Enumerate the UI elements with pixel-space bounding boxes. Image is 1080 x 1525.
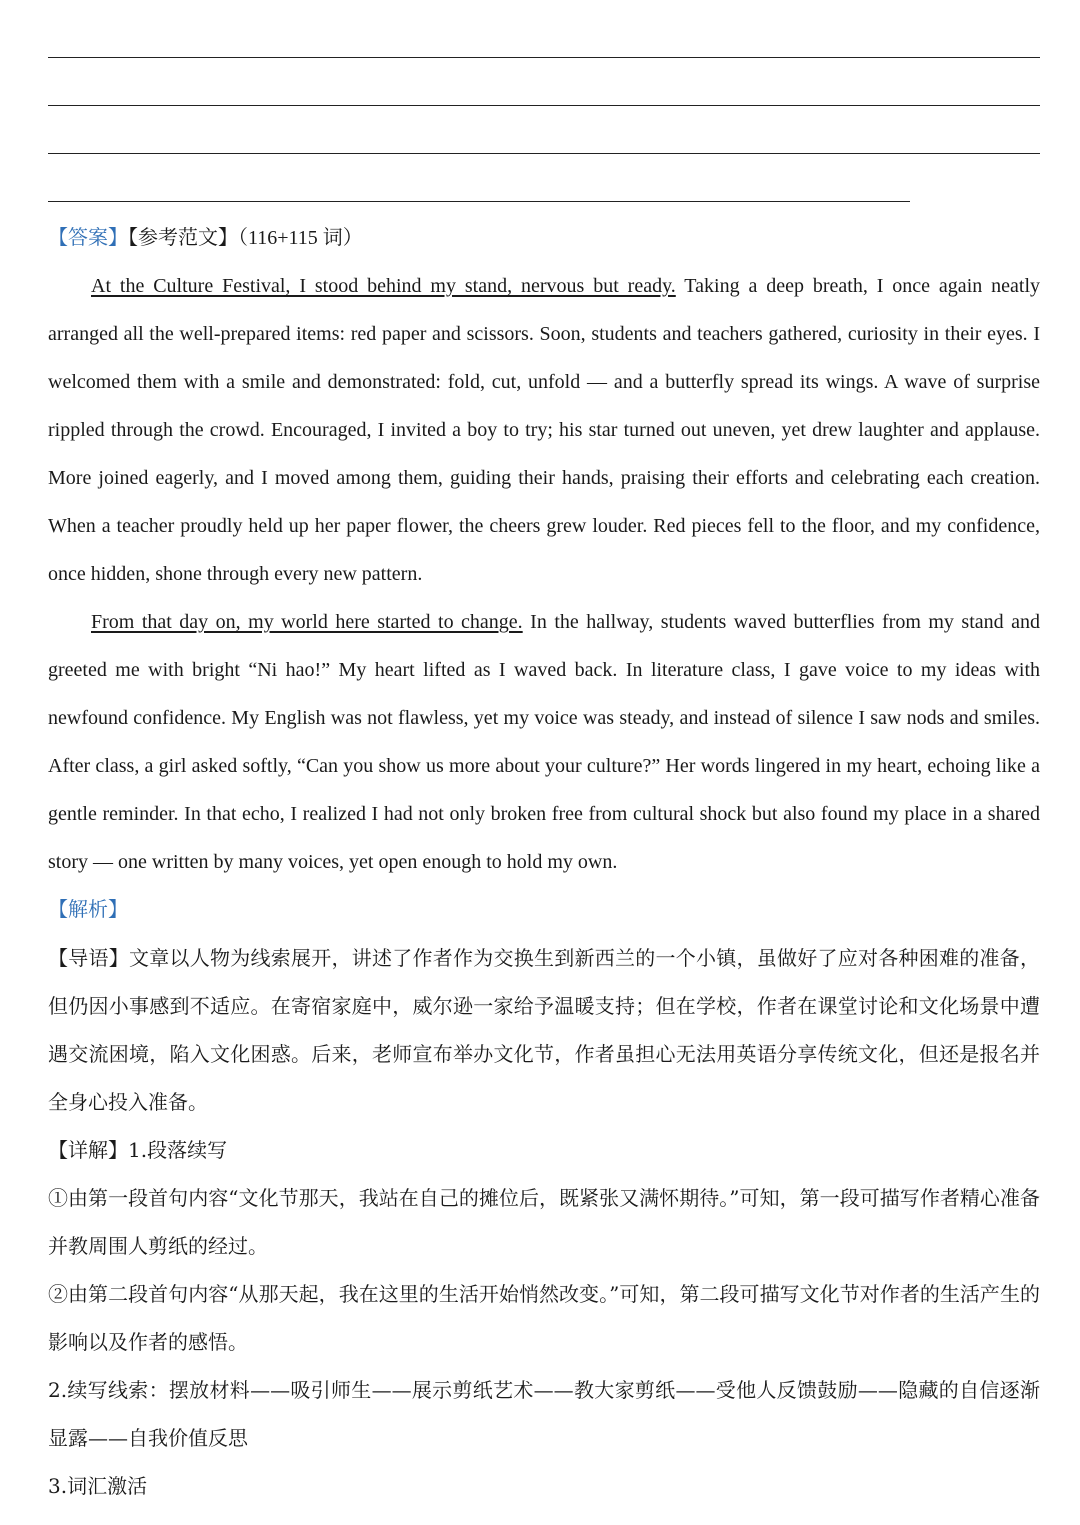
vocab-heading: 3.词汇激活: [48, 1474, 148, 1498]
blank-line-1: [48, 57, 1040, 58]
paragraph-1-body: Taking a deep breath, I once again neatly arranged all the well-prepared items: red paper and scissors. Soon, students and teachers gathered, curiosity in their eyes. I welcomed them with a smile and demonstrated: fold, cut, unfold — and a butterfly spread its wings. A wave of surprise rippled through the crowd. Encouraged, I invited a boy to try; his star turned out uneven, yet drew laughter and applause. More joined eagerly, and I moved among them, guiding their hands, praising their efforts and celebrating each creation. When a teacher proudly held up her paper flower, the cheers grew louder. Red pieces fell to the floor, and my confidence, once hidden, shone through every new pattern.: [48, 275, 1041, 585]
writing-clues: 2.续写线索：摆放材料——吸引师生——展示剪纸艺术——教大家剪纸——受他人反馈鼓励——隐藏的自信逐渐显露——自我价值反思: [48, 1378, 1040, 1450]
analysis-intro: 【导语】文章以人物为线索展开，讲述了作者作为交换生到新西兰的一个小镇，虽做好了应对各种困难的准备，但仍因小事感到不适应。在寄宿家庭中，威尔逊一家给予温暖支持；但在学校，作者在课堂讨论和文化场景中遭遇交流困境，陷入文化困惑。后来，老师宣布举办文化节，作者虽担心无法用英语分享传统文化，但还是报名并全身心投入准备。: [48, 946, 1040, 1114]
sample-essay: [48, 262, 1040, 886]
answer-label: 【答案】: [48, 227, 128, 249]
answer-heading: [48, 222, 363, 254]
word-count: （116+115 词）: [238, 227, 363, 249]
blank-line-2: [48, 105, 1040, 106]
essay-paragraph-1: [48, 262, 1040, 598]
paragraph-2-body: In the hallway, students waved butterflies from my stand and greeted me with bright “Ni hao!” My heart lifted as I waved back. In literature class, I gave voice to my ideas with newfound confidence. My English was not flawless, yet my voice was steady, and instead of silence I saw nods and smiles. After class, a girl asked softly, “Can you show us more about your culture?” Her words lingered in my heart, echoing like a gentle reminder. In that echo, I realized I had not only broken free from cultural shock but also found my place in a shared story — one written by many voices, yet open enough to hold my own.: [48, 611, 1040, 873]
analysis-body: [48, 934, 1040, 1510]
detail-heading: 【详解】1.段落续写: [48, 1138, 228, 1162]
paragraph-2-opening: From that day on, my world here started to change.: [91, 611, 523, 633]
paragraph-1-opening: At the Culture Festival, I stood behind my stand, nervous but ready.: [91, 275, 676, 297]
detail-point-1: ①由第一段首句内容“文化节那天，我站在自己的摊位后，既紧张又满怀期待。”可知，第一段可描写作者精心准备并教周围人剪纸的经过。: [48, 1186, 1040, 1258]
reference-label: 【参考范文】: [128, 227, 238, 249]
blank-line-3: [48, 153, 1040, 154]
blank-line-4: [48, 201, 910, 202]
analysis-heading: 【解析】: [48, 899, 128, 921]
essay-paragraph-2: [48, 598, 1040, 886]
detail-point-2: ②由第二段首句内容“从那天起，我在这里的生活开始悄然改变。”可知，第二段可描写文化节对作者的生活产生的影响以及作者的感悟。: [48, 1282, 1040, 1354]
